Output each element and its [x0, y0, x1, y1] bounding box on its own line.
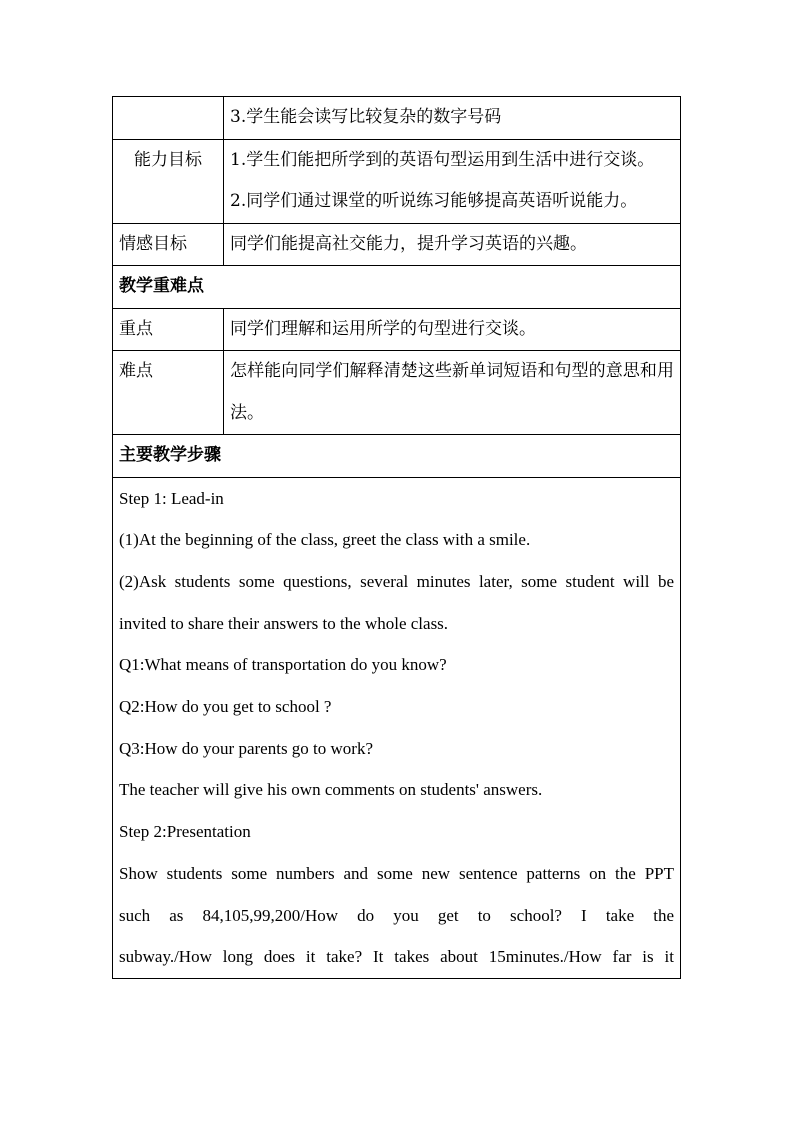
- step-1-title: Step 1: Lead-in: [119, 488, 224, 508]
- difficulty-section-heading: 教学重难点: [113, 266, 681, 309]
- empty-label-cell: [113, 97, 224, 140]
- lesson-plan-table: [112, 96, 681, 979]
- step-2-line-1: Show students some numbers and some new sentence patterns on the PPT: [119, 863, 674, 883]
- emotion-goal-label: 情感目标: [113, 223, 224, 266]
- step-1-paragraph-2: (2)Ask students some questions, several minutes later, some student will be invited to share their answers to the whole class.: [119, 571, 674, 633]
- table-row: [113, 139, 681, 223]
- difficult-point-text: 怎样能向同学们解释清楚这些新单词短语和句型的意思和用法。: [224, 351, 681, 435]
- question-1: Q1:What means of transportation do you know?: [119, 655, 447, 675]
- table-row: [113, 266, 681, 309]
- ability-goal-content: [224, 139, 681, 223]
- table-row: [113, 435, 681, 478]
- objective-3-text: 3.学生能会读写比较复杂的数字号码: [224, 97, 681, 140]
- steps-section-heading: 主要教学步骤: [113, 435, 681, 478]
- step-2-title: Step 2:Presentation: [119, 822, 251, 842]
- ability-goal-label: 能力目标: [113, 139, 224, 223]
- question-2: Q2:How do you get to school ?: [119, 697, 332, 717]
- question-3: Q3:How do your parents go to work?: [119, 738, 374, 758]
- step-1-paragraph-1: (1)At the beginning of the class, greet the class with a smile.: [119, 530, 531, 550]
- emotion-goal-text: 同学们能提高社交能力，提升学习英语的兴趣。: [224, 223, 681, 266]
- ability-goal-item-1: 1.学生们能把所学到的英语句型运用到生活中进行交谈。: [230, 149, 655, 170]
- key-point-text: 同学们理解和运用所学的句型进行交谈。: [224, 308, 681, 351]
- teacher-comment: The teacher will give his own comments on students' answers.: [119, 780, 543, 800]
- key-point-label: 重点: [113, 308, 224, 351]
- step-2-line-3: subway./How long does it take? It takes about 15minutes./How far is it: [119, 947, 674, 967]
- teaching-steps-content: [113, 477, 681, 978]
- step-2-line-2: such as 84,105,99,200/How do you get to school? I take the: [119, 905, 674, 925]
- ability-goal-item-2: 2.同学们通过课堂的听说练习能够提高英语听说能力。: [230, 191, 638, 211]
- difficult-point-label: 难点: [113, 351, 224, 435]
- table-row: [113, 477, 681, 978]
- table-row: [113, 97, 681, 140]
- table-row: [113, 308, 681, 351]
- table-row: [113, 223, 681, 266]
- table-row: [113, 351, 681, 435]
